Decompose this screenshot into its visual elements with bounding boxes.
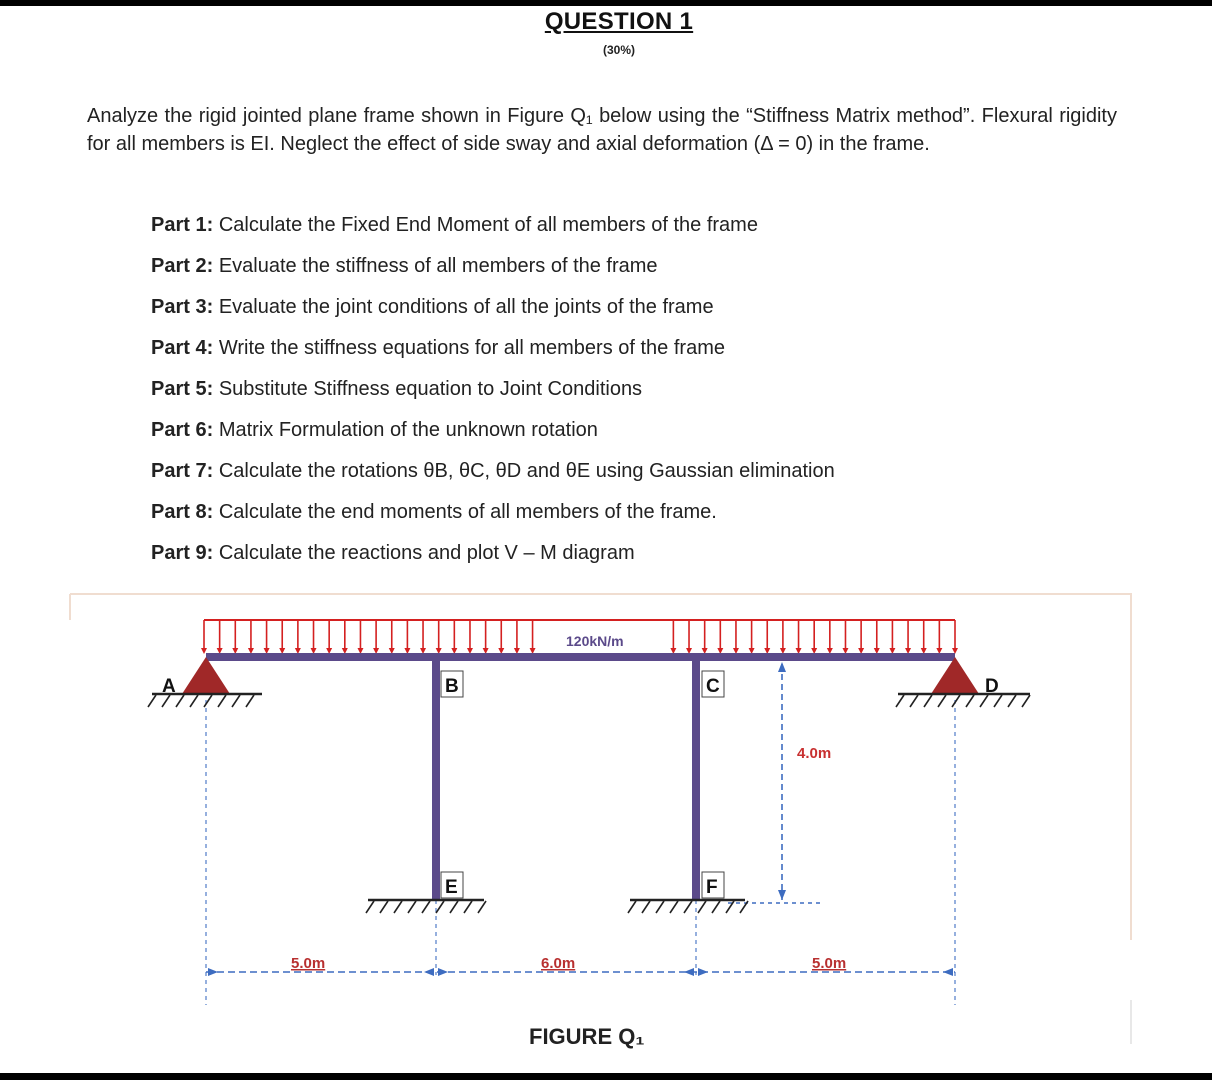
bottom-border (0, 1073, 1212, 1080)
arrowhead-icon (208, 968, 218, 976)
part-label: Part 7 (151, 460, 207, 482)
height-dimension (728, 662, 831, 903)
distributed-load (201, 620, 958, 654)
part-text: Evaluate the joint conditions of all the joints of the frame (218, 296, 714, 318)
part-text: Write the stiffness equations for all members of the frame (218, 337, 725, 359)
arrowhead-icon (424, 968, 434, 976)
pin-support-icon (931, 657, 979, 694)
part-item-1: Part 1: Calculate the Fixed End Moment of all members of the frame (151, 214, 758, 236)
part-text: Calculate the Fixed End Moment of all members of the frame (218, 214, 758, 236)
part-text: Substitute Stiffness equation to Joint Conditions (218, 378, 643, 400)
arrowhead-icon (778, 662, 786, 672)
span-label-ab: 5.0m (291, 955, 326, 972)
node-label-f: F (706, 877, 718, 898)
part-label: Part 5 (151, 378, 207, 400)
part-item-9: Part 9: Calculate the reactions and plot V – M diagram (151, 542, 635, 564)
node-label-e: E (445, 877, 458, 898)
arrowhead-icon (698, 968, 708, 976)
pin-support-d (896, 657, 1030, 707)
arrowhead-icon (943, 968, 953, 976)
fixed-support-f (628, 900, 748, 913)
part-label: Part 2 (151, 255, 207, 277)
arrowhead-icon (438, 968, 448, 976)
part-text: Calculate the reactions and plot V – M diagram (218, 542, 635, 564)
parts-list (151, 211, 1051, 580)
part-item-7: Part 7: Calculate the rotations θB, θC, θD and θE using Gaussian elimination (151, 460, 835, 482)
question-intro: Analyze the rigid jointed plane frame shown in Figure Q₁ below using the “Stiffness Matrix method”. Flexural rigidity for all members is EI. Neglect the effect of side sway and axial deformation (Δ = 0) in the frame. (87, 105, 1117, 155)
frame-members (206, 657, 955, 899)
part-text: Matrix Formulation of the unknown rotation (218, 419, 598, 441)
node-label-b: B (445, 676, 459, 697)
part-text: Evaluate the stiffness of all members of the frame (218, 255, 658, 277)
question-weight: (30%) (602, 43, 635, 57)
node-label-a: A (162, 676, 176, 697)
question-title: QUESTION 1 (544, 8, 694, 35)
pin-support-icon (182, 657, 230, 694)
part-text: Calculate the end moments of all members of the frame. (218, 501, 717, 523)
arrowhead-icon (684, 968, 694, 976)
top-border (0, 0, 1212, 6)
part-label: Part 6 (151, 419, 207, 441)
part-item-5: Part 5: Substitute Stiffness equation to Joint Conditions (151, 378, 643, 400)
figure-caption: FIGURE Q₁ (529, 1024, 645, 1049)
part-item-2: Part 2: Evaluate the stiffness of all members of the frame (151, 255, 658, 277)
part-item-8: Part 8: Calculate the end moments of all members of the frame. (151, 501, 717, 523)
ground-hatch-icon (896, 695, 1030, 707)
part-item-6: Part 6: Matrix Formulation of the unknown rotation (151, 419, 598, 441)
part-label: Part 9 (151, 542, 207, 564)
fixed-support-e (366, 900, 486, 913)
part-text: Calculate the rotations θB, θC, θD and θE using Gaussian elimination (218, 460, 835, 482)
span-label-bc: 6.0m (541, 955, 576, 972)
frame-diagram (68, 591, 1134, 1046)
ground-hatch-icon (366, 901, 486, 913)
part-label: Part 3 (151, 296, 207, 318)
span-label-cd: 5.0m (812, 955, 847, 972)
part-label: Part 4 (151, 337, 207, 359)
node-label-d: D (985, 676, 999, 697)
arrowhead-icon (778, 890, 786, 900)
span-dimensions (206, 955, 955, 976)
frame-figure (68, 591, 1134, 1046)
load-label: 120kN/m (566, 633, 624, 649)
part-item-4: Part 4: Write the stiffness equations for all members of the frame (151, 337, 725, 359)
part-label: Part 1 (151, 214, 207, 236)
height-label: 4.0m (797, 745, 832, 762)
part-label: Part 8 (151, 501, 207, 523)
node-label-c: C (706, 676, 720, 697)
part-item-3: Part 3: Evaluate the joint conditions of all the joints of the frame (151, 296, 714, 318)
